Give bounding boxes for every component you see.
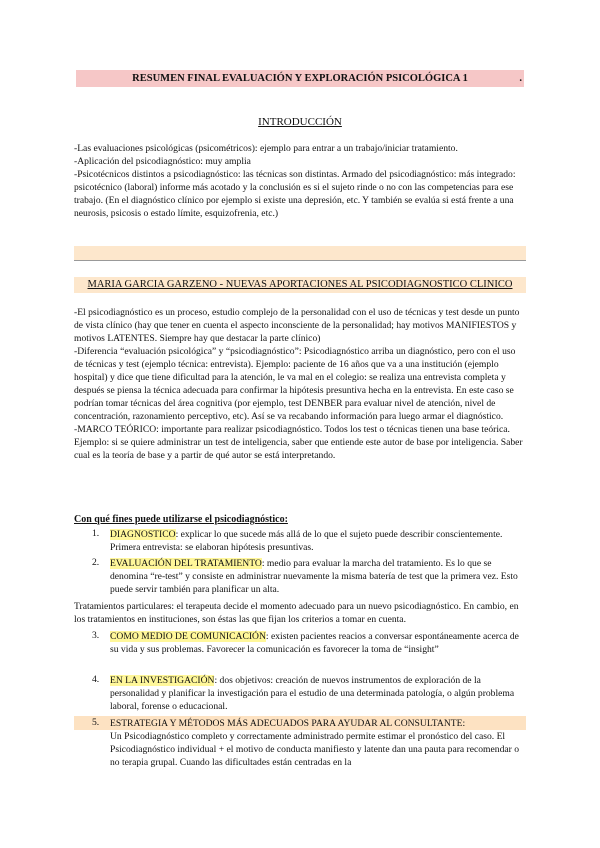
list-item-text: Un Psicodiagnóstico completo y correctamente administrado permite estimar el pronóstico del caso. El Psicodiagnóstico individual + el motivo de conducta manifiesto y latente dan una pauta para recomendar o no terapia grupal. Cuando las dificultades están centradas en la [110, 731, 520, 768]
intro-line: -Psicotécnicos distintos a psicodiagnóstico: las técnicas son distintas. Armado del psicodiagnóstico: más integrado: psicotécnico (laboral) informe más acotado y la conclusión es si el sujeto rinde o no con las competencias para ese trabajo. (En el diagnóstico clínico por ejemplo si existe una depresión, etc. Y también se evalúa si está frente a una neurosis, psicosis o estado límite, esquizofrenia, etc.) [74, 169, 516, 219]
section-paragraphs [74, 306, 526, 462]
title-text: RESUMEN FINAL EVALUACIÓN Y EXPLORACIÓN PSICOLÓGICA 1 [132, 73, 468, 84]
list-number: 5. [92, 717, 100, 728]
section-paragraph: -El psicodiagnóstico es un proceso, estudio complejo de la personalidad con el uso de técnicas y test desde un punto de vista clínico (hay que tener en cuenta el aspecto inconsciente de la personalidad; hay motivos MANIFIESTOS y motivos LATENTES. Siempre hay que destacar la parte clínico) [74, 307, 520, 344]
section-title: MARIA GARCIA GARZENO - NUEVAS APORTACIONES AL PSICODIAGNOSTICO CLINICO [87, 279, 513, 290]
list-item-text: : medio para evaluar la marcha del tratamiento. Es lo que se denomina “re-test” y consiste en administrar nuevamente la misma batería de test que la primera vez. Esto puede servir también para planificar un alta. [110, 558, 518, 595]
list-item [110, 717, 526, 769]
section-paragraph: -Diferencia “evaluación psicológica” y “psicodiagnóstico”: Psicodiagnóstico arriba un diagnóstico, pero con el uso de técnicas y test (ejemplo técnica: entrevista). Ejemplo: paciente de 16 años que va a una institución (ejemplo hospital) y dice que tiene dificultad para la atención, le va mal en el colegio: se realiza una entrevista completa y después se piensa la técnica adecuada para confirmar la hipótesis presuntiva hecha en la entrevista. En este caso se podrían tomar técnicas del área cognitiva (por ejemplo, test DENBER para evaluar nivel de atención, nivel de concentración, razonamiento perceptivo, etc). Así se va recabando información para luego armar el diagnóstico. [74, 346, 516, 422]
document-title [76, 70, 524, 87]
section-paragraph: -MARCO TEÓRICO: importante para realizar psicodiagnóstico. Todos los test o técnicas tienen una base teórica. Ejemplo: si se quiere administrar un test de inteligencia, saber que entiende este autor de base por inteligencia. Saber cual es la teoría de base y a partir de qué autor se está interpretando. [74, 424, 523, 461]
list-item [110, 528, 526, 554]
list-number: 1. [92, 528, 100, 539]
intro-paragraphs [74, 142, 526, 220]
list-item-label: EN LA INVESTIGACIÓN [110, 675, 215, 686]
intro-line: -Las evaluaciones psicológicas (psicométricos): ejemplo para entrar a un trabajo/iniciar tratamiento. [74, 143, 458, 154]
list-item [110, 630, 526, 656]
title-dot: . [519, 73, 522, 84]
section-divider [74, 246, 526, 261]
uses-heading: Con qué fines puede utilizarse el psicodiagnóstico: [74, 514, 288, 525]
list-item-text: : explicar lo que sucede más allá de lo que el sujeto puede describir conscientemente. Primera entrevista: se elaboran hipótesis presuntivas. [110, 529, 503, 553]
list-number: 4. [92, 674, 100, 685]
list-item-text: : existen pacientes reacios a conversar espontáneamente acerca de su vida y sus problemas. Favorecer la comunicación es favorecer la toma de “insight” [110, 631, 519, 655]
list-item-label: DIAGNOSTICO [110, 529, 176, 540]
list-item-text: : dos objetivos: creación de nuevos instrumentos de exploración de la personalidad y planificar la investigación para el estudio de una determinada patología, o algún problema laboral, forense o educacional. [110, 675, 515, 712]
list-item-label: COMO MEDIO DE COMUNICACIÓN [110, 631, 266, 642]
intro-heading: INTRODUCCIÓN [258, 116, 342, 128]
list-item-label: EVALUACIÓN DEL TRATAMIENTO [110, 558, 262, 569]
particular-note: Tratamientos particulares: el terapeuta decide el momento adecuado para un nuevo psicodiagnóstico. En cambio, en los tratamientos en instituciones, son éstas las que fijan los criterios a tomar en cuenta. [74, 601, 519, 625]
list-item [110, 674, 526, 713]
list-number: 3. [92, 630, 100, 641]
list-item [110, 557, 526, 596]
list-item-label: ESTRATEGIA Y MÉTODOS MÁS ADECUADOS PARA AYUDAR AL CONSULTANTE: [110, 718, 466, 729]
intro-line: -Aplicación del psicodiagnóstico: muy amplia [74, 156, 251, 167]
list-number: 2. [92, 557, 100, 568]
